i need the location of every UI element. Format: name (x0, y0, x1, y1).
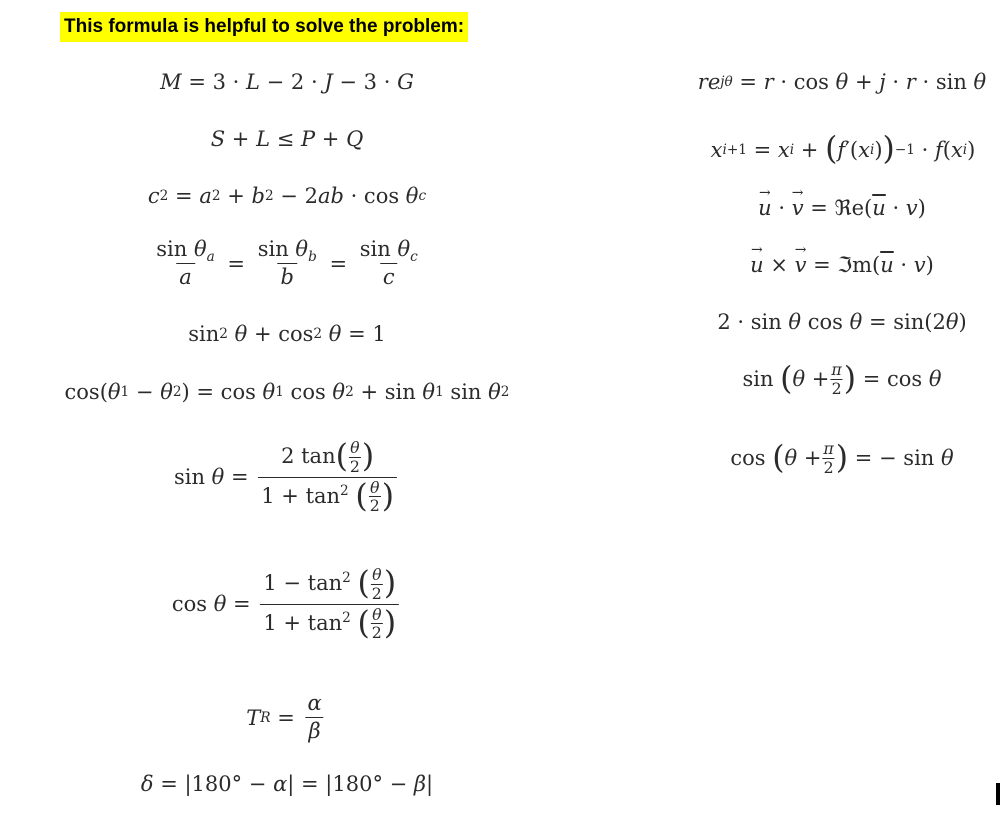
formula-newton-raphson: x i+1 = x i + ( f ′( x i ) ) −1 · f ( x i ) (710, 131, 976, 167)
formula-dot-product: u → · v → = ℜe( $\overline{u}$ · v ) (758, 196, 926, 220)
formula-sin-shift: sin ( θ + π 2 ) = cos θ (742, 360, 942, 398)
formula-law-of-sines: $\frac{\sin \theta_a}{a}$ = $\frac{\sin \theta_b}{b}$ = $\frac{\sin \theta_c}{c}$ (156, 237, 418, 290)
formula-cos-shift: cos ( θ + π 2 ) = − sin θ (730, 439, 954, 477)
formula-cross-product: u → × v → = ℑm( $\overline{u}$ · v ) (750, 253, 934, 277)
formula-euler: re jθ = r · cos θ + j · r · sin θ (697, 70, 987, 94)
formula-grashof: S + L ≤ P + Q (210, 127, 364, 151)
formula-law-of-cosines: c 2 = a 2 + b 2 − 2 ab · cos θ c (147, 184, 427, 208)
formula-sin-half-angle: sin θ = 2 tan( $\frac{\theta}{2}$ ) $1 + \tan^2$ ( $\frac{\theta}{2}$ ) (174, 440, 400, 514)
formula-cos-half-angle: cos θ = $1 - \tan^2$ ( $\frac{\theta}{2}$ ) $1 + \tan^2$ ( $\frac{\theta}{2}$ ) (172, 567, 402, 641)
formula-transmission-angle: δ = |180° − α | = |180° − β | (140, 772, 434, 796)
formula-cos-difference: cos( θ 1 − θ 2 ) = cos θ 1 cos θ 2 + sin θ 1 sin θ 2 (64, 380, 510, 404)
formula-transmission-ratio: T R = $\frac{\alpha}{\beta}$ (246, 691, 322, 744)
formula-mobility: M = 3 · L − 2 · J − 3 · G (160, 70, 414, 94)
highlighted-heading: This formula is helpful to solve the problem: (60, 12, 468, 42)
formula-double-angle: 2 · sin θ cos θ = sin(2 θ ) (717, 310, 967, 334)
page-edge-mark (996, 783, 1000, 805)
formula-pythagorean-identity: sin 2 θ + cos 2 θ = 1 (188, 322, 386, 346)
